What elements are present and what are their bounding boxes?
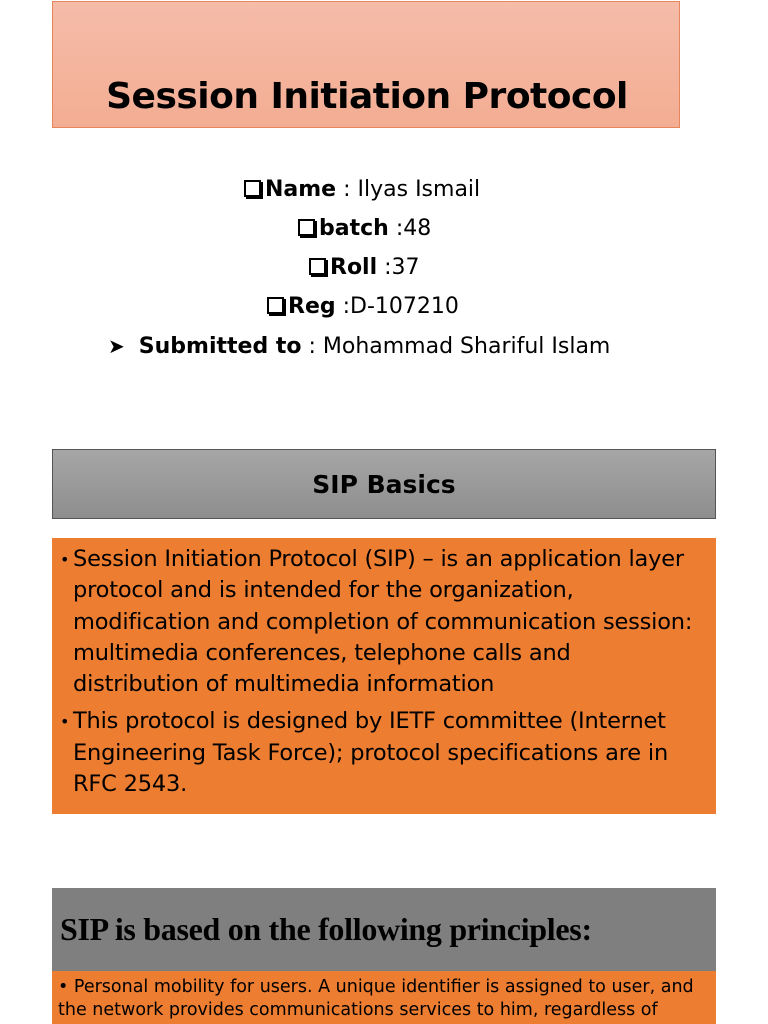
roll-value: :37 [377, 254, 420, 280]
bullet-item [56, 706, 700, 800]
submitted-value: : Mohammad Shariful Islam [301, 333, 611, 359]
title-banner [52, 1, 680, 128]
name-label: Name [265, 176, 337, 202]
name-line [244, 174, 480, 204]
batch-label: batch [319, 215, 389, 241]
arrow-bullet-icon: ➤ [108, 334, 125, 358]
checkbox-square-icon [267, 297, 284, 314]
roll-label: Roll [330, 254, 378, 280]
page-title: Session Initiation Protocol [106, 76, 628, 117]
checkbox-square-icon [298, 219, 315, 236]
checkbox-square-icon [309, 258, 326, 275]
principles-heading-box [52, 888, 716, 971]
bullet-text: Session Initiation Protocol (SIP) – is an application layer protocol and is intended for the organization, modification and completion of communication session: multimedia conferences, telephone calls and distribution of multimedia information [73, 546, 693, 698]
sip-basics-heading: SIP Basics [312, 469, 456, 499]
reg-value: :D-107210 [335, 293, 459, 319]
reg-line [267, 291, 459, 321]
sip-basics-content [52, 538, 716, 814]
batch-value: :48 [388, 215, 432, 241]
principles-content [52, 971, 716, 1024]
principles-heading: SIP is based on the following principles: [60, 911, 592, 947]
reg-label: Reg [288, 293, 336, 319]
submitted-label: Submitted to [138, 333, 302, 359]
batch-line [298, 213, 431, 243]
bullet-dot-icon: • [60, 712, 70, 732]
roll-line [309, 252, 420, 282]
bullet-item [56, 544, 700, 700]
bullet-text: This protocol is designed by IETF committee (Internet Engineering Task Force); protocol specifications are in RFC 2543. [73, 708, 669, 798]
checkbox-square-icon [244, 180, 261, 197]
name-value: : Ilyas Ismail [336, 176, 481, 202]
submitted-line [108, 331, 610, 361]
sip-basics-heading-box [52, 449, 716, 519]
bullet-dot-icon: • [60, 550, 70, 569]
principles-first-bullet: • Personal mobility for users. A unique identifier is assigned to user, and the network provides communications services to him, regardless of [58, 977, 694, 1020]
